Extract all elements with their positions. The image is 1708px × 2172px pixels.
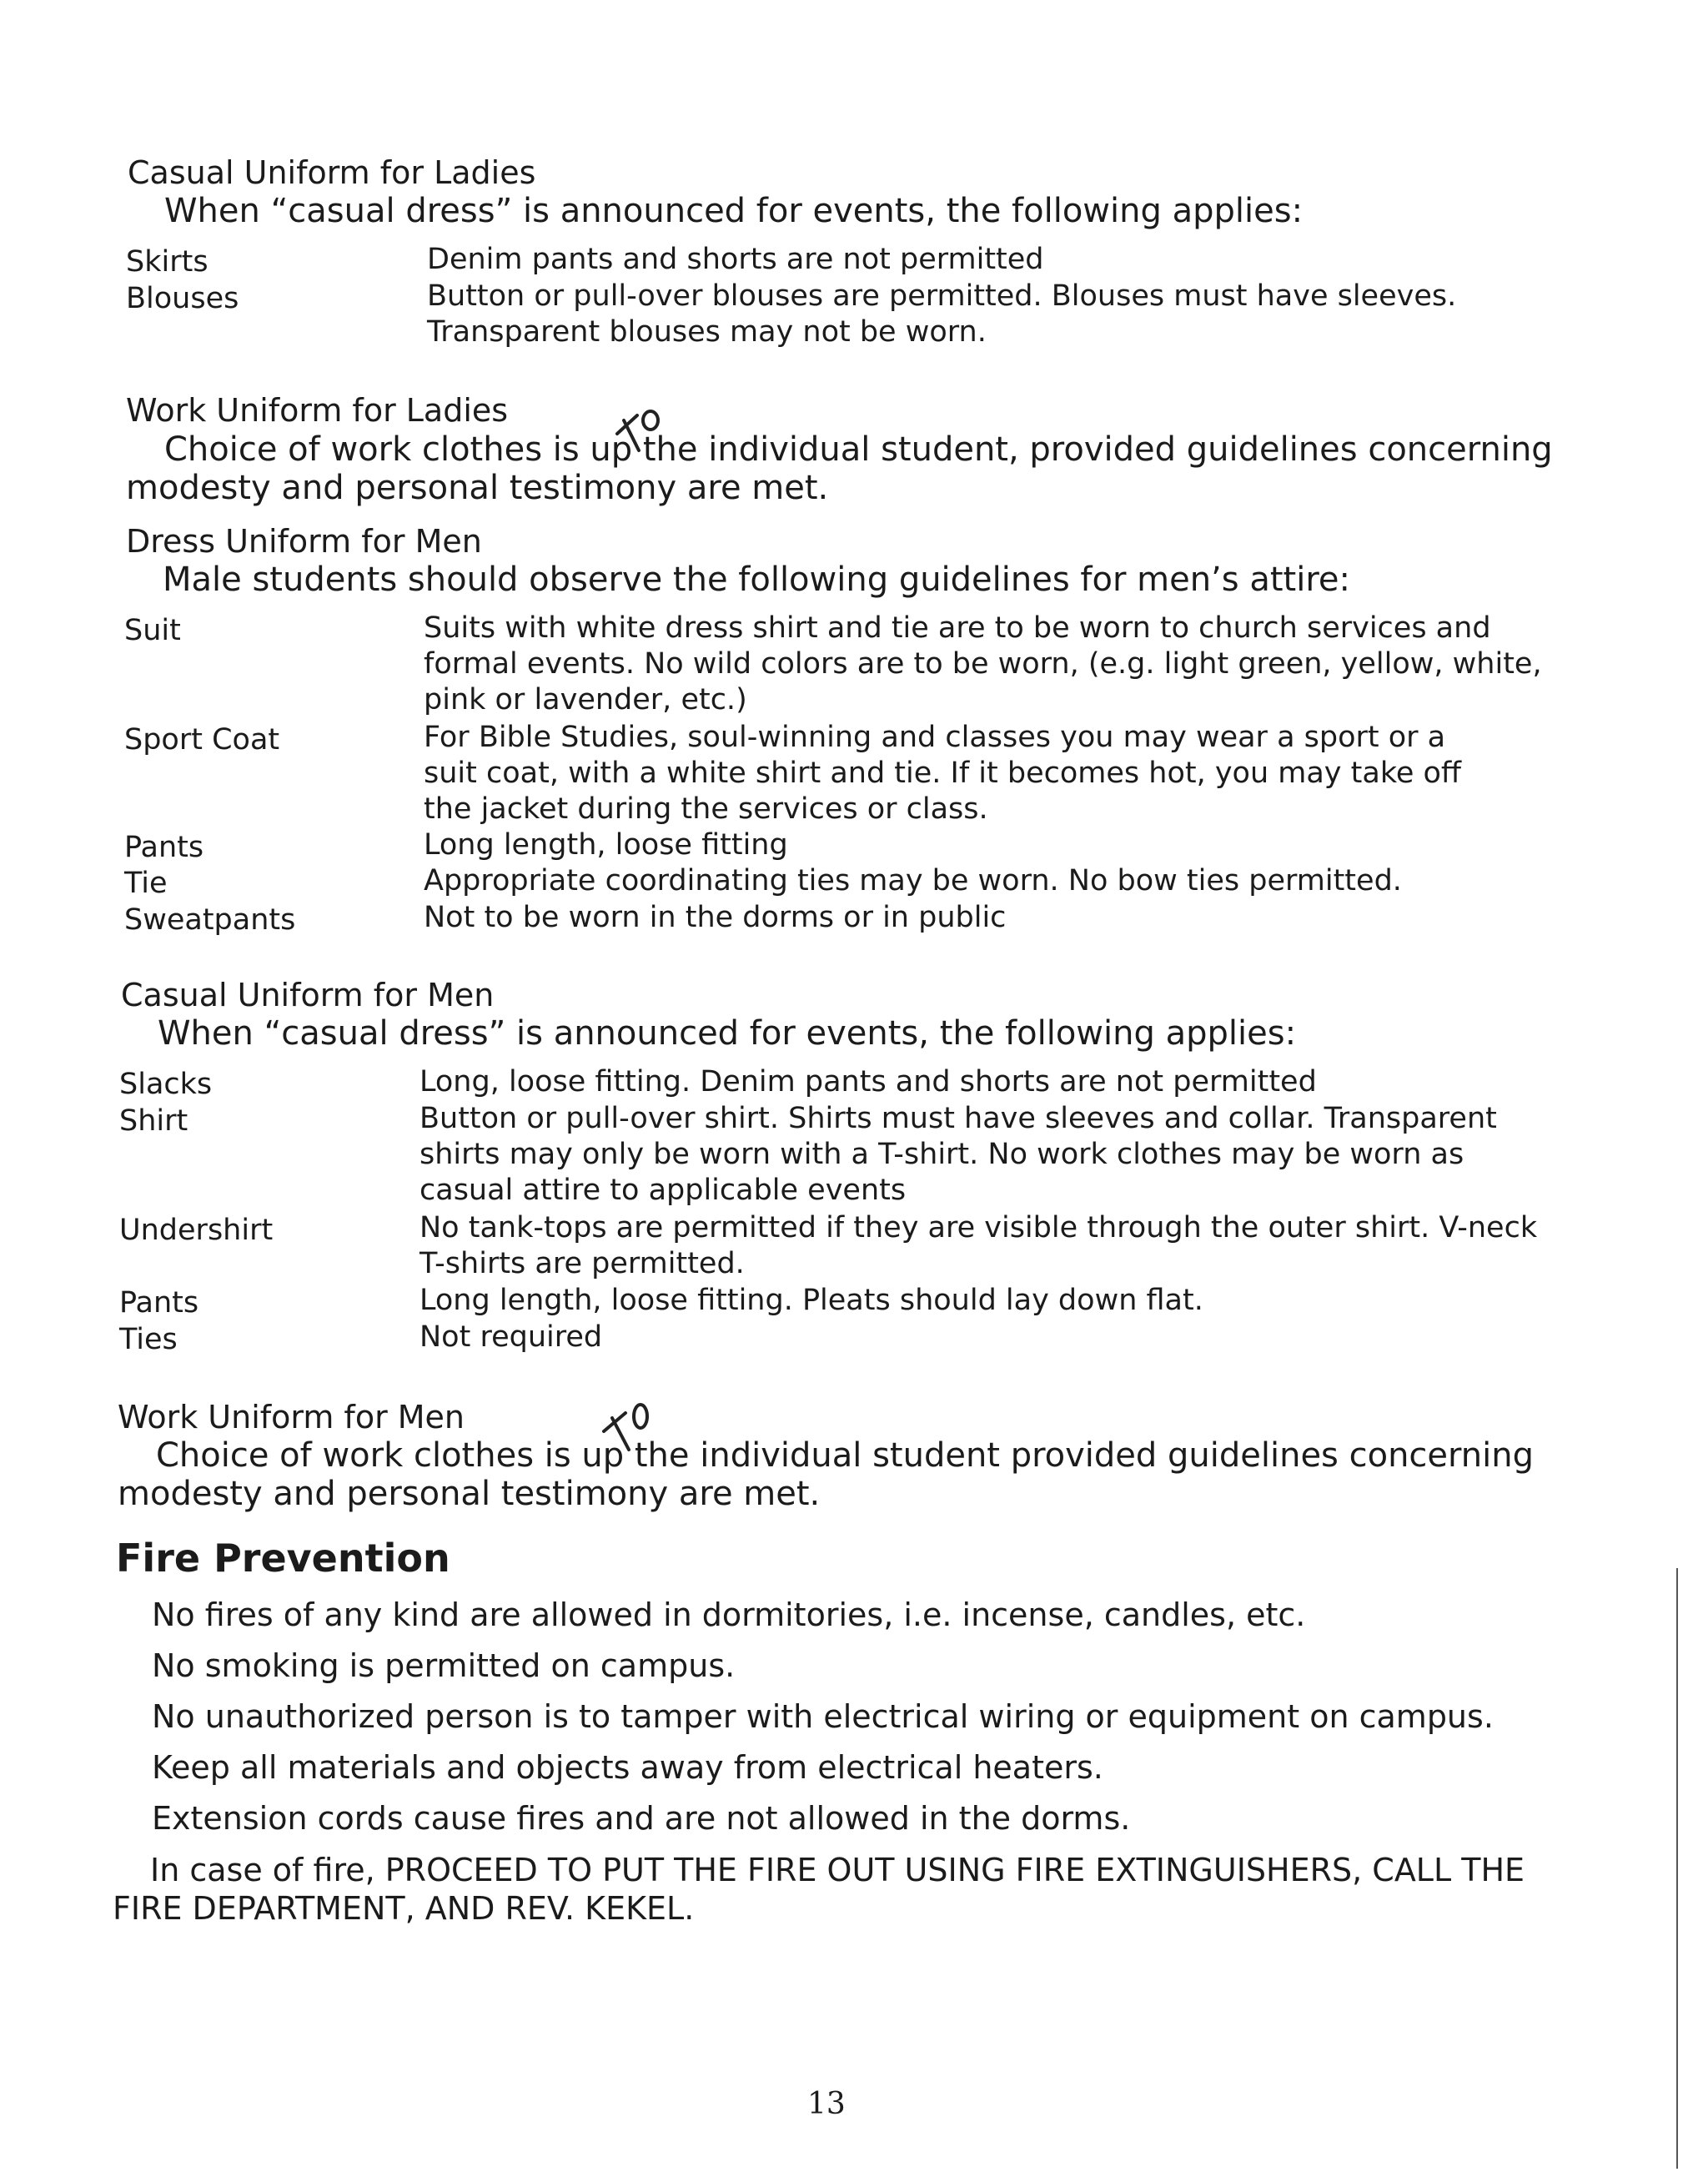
- scan-edge-line: [1676, 1568, 1678, 2169]
- desc-undershirt: No tank-tops are permitted if they are visible through the outer shirt. V-neck T-shirts are permitted.: [419, 1211, 1538, 1280]
- page-number: 13: [807, 2087, 846, 2121]
- desc-sport-coat: For Bible Studies, soul-winning and classes you may wear a sport or a suit coat, with a white shirt and tie. If it becomes hot, you may take off the jacket during the services or class.: [424, 721, 1462, 826]
- term-pants: Pants: [124, 831, 204, 864]
- dress-men-heading: Dress Uniform for Men: [126, 523, 482, 560]
- fire-item-5: Extension cords cause fires and are not allowed in the dorms.: [152, 1800, 1131, 1837]
- desc-shirt: Button or pull-over shirt. Shirts must have sleeves and collar. Transparent shirts may only be worn with a T-shirt. No work clothes may be worn as casual attire to applicable events: [419, 1102, 1497, 1207]
- term-suit: Suit: [124, 614, 181, 647]
- fire-prevention-title: Fire Prevention: [116, 1536, 450, 1581]
- term-sweatpants: Sweatpants: [124, 903, 296, 937]
- work-men-text: Choice of work clothes is up the individual student provided guidelines concerning modesty and personal testimony are met.: [118, 1436, 1534, 1513]
- term-undershirt: Undershirt: [119, 1214, 274, 1247]
- desc-slacks: Long, loose fitting. Denim pants and shorts are not permitted: [419, 1065, 1317, 1099]
- desc-tie: Appropriate coordinating ties may be worn. No bow ties permitted.: [424, 864, 1402, 897]
- term-blouses: Blouses: [126, 282, 239, 315]
- fire-item-2: No smoking is permitted on campus.: [152, 1647, 736, 1684]
- term-pants-casual: Pants: [119, 1286, 199, 1320]
- desc-pants-casual: Long length, loose fitting. Pleats should lay down flat.: [419, 1284, 1203, 1317]
- term-slacks: Slacks: [119, 1068, 213, 1101]
- desc-ties: Not required: [419, 1320, 603, 1354]
- fire-item-6: In case of fire, PROCEED TO PUT THE FIRE OUT USING FIRE EXTINGUISHERS, CALL THE FIRE DEPARTMENT, AND REV. KEKEL.: [113, 1852, 1525, 1927]
- term-sport-coat: Sport Coat: [124, 723, 280, 757]
- fire-item-1: No fires of any kind are allowed in dormitories, i.e. incense, candles, etc.: [152, 1596, 1306, 1633]
- dress-men-intro: Male students should observe the following guidelines for men’s attire:: [163, 561, 1350, 599]
- fire-item-4: Keep all materials and objects away from electrical heaters.: [152, 1749, 1103, 1786]
- term-tie: Tie: [124, 867, 168, 900]
- fire-item-3: No unauthorized person is to tamper with electrical wiring or equipment on campus.: [152, 1698, 1494, 1735]
- work-ladies-heading: Work Uniform for Ladies: [126, 392, 509, 429]
- work-men-heading: Work Uniform for Men: [118, 1399, 465, 1435]
- term-shirt: Shirt: [119, 1104, 188, 1138]
- casual-men-heading: Casual Uniform for Men: [121, 977, 495, 1013]
- desc-pants: Long length, loose fitting: [424, 828, 788, 862]
- term-ties: Ties: [119, 1323, 178, 1356]
- work-ladies-text: Choice of work clothes is up the individual student, provided guidelines concerning modesty and personal testimony are met.: [126, 430, 1553, 507]
- desc-blouses: Button or pull-over blouses are permitted. Blouses must have sleeves. Transparent blouses may not be worn.: [427, 279, 1457, 349]
- casual-ladies-intro: When “casual dress” is announced for events, the following applies:: [164, 192, 1304, 230]
- term-skirts: Skirts: [126, 245, 208, 279]
- desc-suit: Suits with white dress shirt and tie are to be worn to church services and formal events. No wild colors are to be worn, (e.g. light green, yellow, white, pink or lavender, etc.): [424, 611, 1542, 716]
- casual-ladies-heading: Casual Uniform for Ladies: [128, 154, 536, 191]
- desc-skirts: Denim pants and shorts are not permitted: [427, 243, 1044, 276]
- desc-sweatpants: Not to be worn in the dorms or in public: [424, 901, 1007, 934]
- casual-men-intro: When “casual dress” is announced for events, the following applies:: [158, 1014, 1297, 1053]
